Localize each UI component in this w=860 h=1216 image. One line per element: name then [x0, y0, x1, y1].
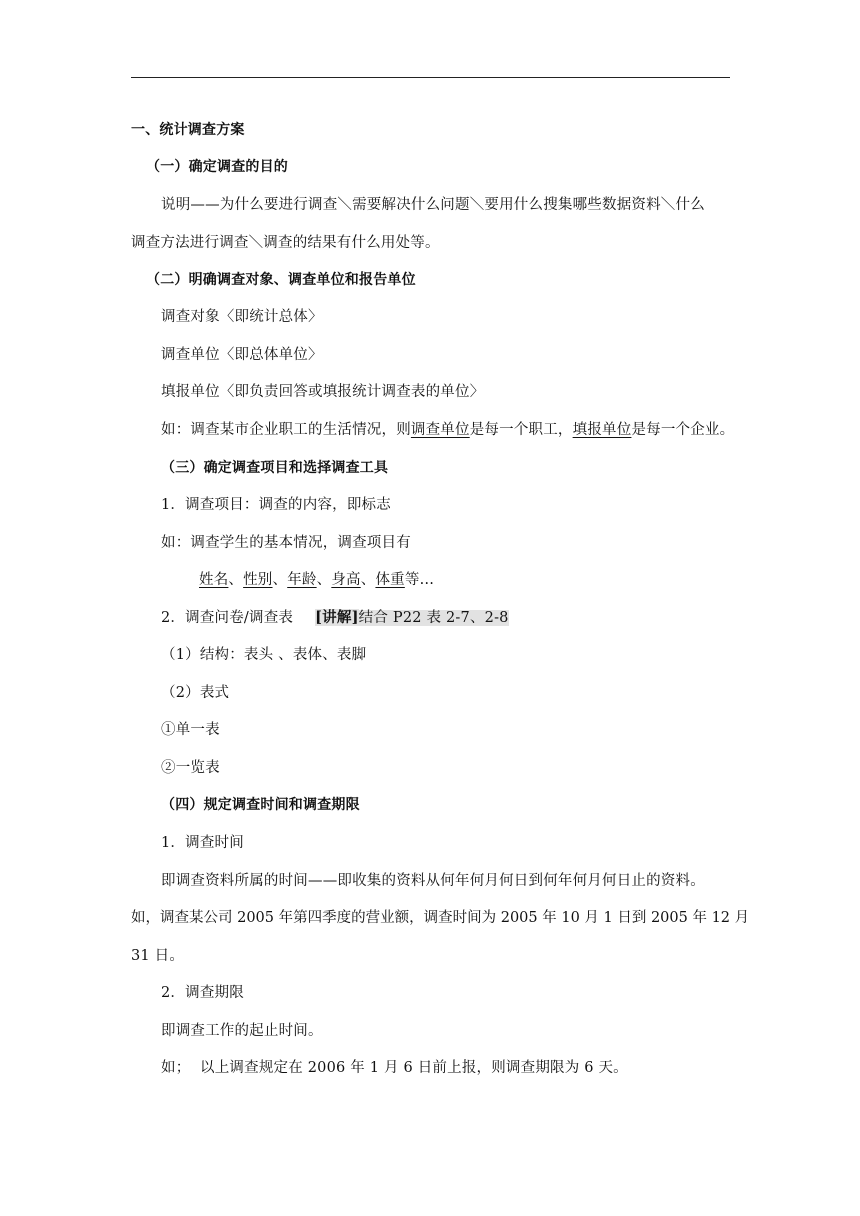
section-2-example	[161, 420, 734, 440]
section-4-item-4: 如； 以上调查规定在 2006 年 1 月 6 日前上报，则调查期限为 6 天。	[161, 1060, 628, 1076]
example-underlined-survey-unit: 调查单位	[410, 422, 470, 438]
section-1-paragraph-line-2: 调查方法进行调查＼调查的结果有什么用处等。	[131, 235, 440, 251]
section-3-item-2: 如：调查学生的基本情况，调查项目有	[161, 535, 411, 551]
section-3-structure: （1）结构：表头 、表体、表脚	[161, 647, 367, 663]
section-3-item-3	[161, 608, 509, 628]
separator: 、	[272, 572, 288, 588]
section-4-item-3: 即调查工作的起止时间。	[161, 1023, 323, 1039]
section-1-title: （一）确定调查的目的	[146, 159, 288, 175]
separator: 、	[316, 572, 332, 588]
survey-item-age: 年龄	[287, 572, 317, 588]
survey-item-weight: 体重	[375, 572, 405, 588]
separator: 、	[228, 572, 244, 588]
section-4-paragraph-line-3: 31 日。	[131, 948, 185, 964]
section-3-single-table: ①单一表	[161, 722, 220, 738]
separator: 、	[360, 572, 376, 588]
section-4-item-2: 2．调查期限	[161, 985, 244, 1001]
survey-item-name: 姓名	[199, 572, 229, 588]
section-1-paragraph-line-1: 说明——为什么要进行调查＼需要解决什么问题＼要用什么搜集哪些数据资料＼什么	[161, 197, 705, 213]
section-2-item-2: 调查单位〈即总体单位〉	[161, 347, 323, 363]
lecture-reference: 结合 P22 表 2-7、2-8	[358, 610, 509, 626]
lecture-tag: [讲解]	[315, 609, 359, 626]
section-4-item-1: 1．调查时间	[161, 835, 244, 851]
section-3-title: （三）确定调查项目和选择调查工具	[161, 460, 389, 476]
section-4-paragraph-line-2: 如，调查某公司 2005 年第四季度的营业额，调查时间为 2005 年 10 月 1 日到 2005 年 12 月	[131, 910, 750, 926]
survey-item-gender: 性别	[243, 572, 273, 588]
section-2-item-1: 调查对象〈即统计总体〉	[161, 309, 323, 325]
section-3-list-table: ②一览表	[161, 760, 220, 776]
survey-items-tail: 等…	[404, 572, 435, 588]
survey-item-height: 身高	[331, 572, 361, 588]
heading-1: 一、统计调查方案	[131, 122, 245, 138]
section-2-item-3: 填报单位〈即负责回答或填报统计调查表的单位〉	[161, 384, 485, 400]
example-text-e: 是每一个企业。	[631, 422, 735, 438]
section-3-table-form: （2）表式	[161, 685, 230, 701]
section-2-title: （二）明确调查对象、调查单位和报告单位	[146, 272, 416, 288]
header-rule	[131, 77, 730, 78]
questionnaire-label: 2．调查问卷/调查表	[161, 610, 294, 626]
section-4-title: （四）规定调查时间和调查期限	[161, 797, 360, 813]
section-4-paragraph-line-1: 即调查资料所属的时间——即收集的资料从何年何月何日到何年何月何日止的资料。	[161, 873, 705, 889]
survey-items-list	[199, 570, 434, 590]
example-underlined-reporting-unit: 填报单位	[572, 422, 632, 438]
example-text-c: 是每一个职工，	[469, 422, 573, 438]
example-text-a: 如：调查某市企业职工的生活情况，则	[161, 422, 411, 438]
section-3-item-1: 1．调查项目：调查的内容，即标志	[161, 497, 391, 513]
